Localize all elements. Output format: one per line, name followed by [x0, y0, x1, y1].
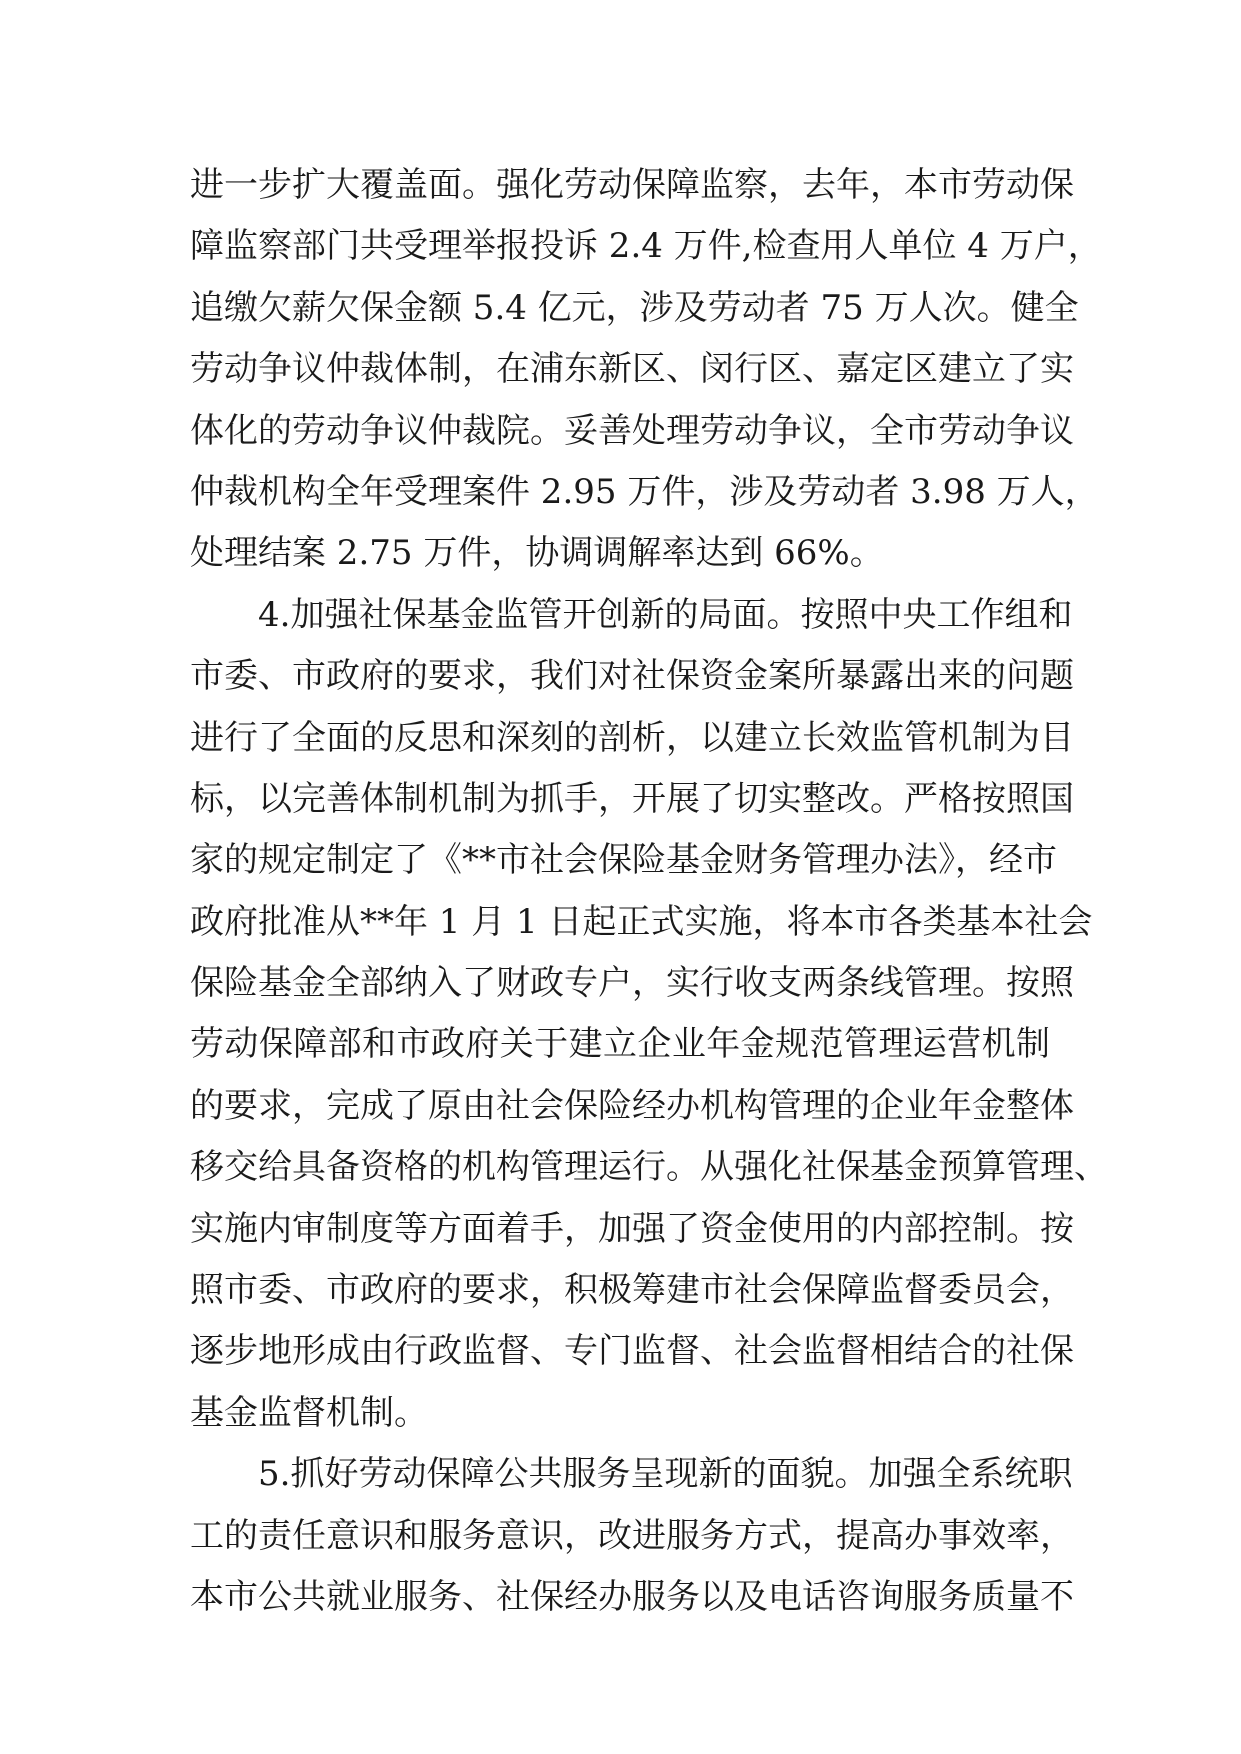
text-line: 追缴欠薪欠保金额 5.4 亿元，涉及劳动者 75 万人次。健全 — [190, 287, 1079, 328]
paragraph-first-line: 5.抓好劳动保障公共服务呈现新的面貌。加强全系统职 — [258, 1454, 1073, 1495]
text-line: 实施内审制度等方面着手，加强了资金使用的内部控制。按 — [190, 1208, 1074, 1249]
text-line: 障监察部门共受理举报投诉 2.4 万件,检查用人单位 4 万户， — [190, 226, 1102, 267]
text-line: 保险基金全部纳入了财政专户，实行收支两条线管理。按照 — [190, 963, 1074, 1004]
text-line: 逐步地形成由行政监督、专门监督、社会监督相结合的社保 — [190, 1331, 1074, 1372]
text-line: 市委、市政府的要求，我们对社保资金案所暴露出来的问题 — [190, 656, 1074, 697]
text-line: 体化的劳动争议仲裁院。妥善处理劳动争议，全市劳动争议 — [190, 410, 1074, 451]
text-line: 移交给具备资格的机构管理运行。从强化社保基金预算管理、 — [190, 1147, 1108, 1188]
text-line: 基金监督机制。 — [190, 1392, 428, 1433]
text-line: 本市公共就业服务、社保经办服务以及电话咨询服务质量不 — [190, 1576, 1074, 1617]
text-line: 照市委、市政府的要求，积极筹建市社会保障监督委员会， — [190, 1270, 1074, 1311]
text-line: 劳动保障部和市政府关于建立企业年金规范管理运营机制 — [190, 1024, 1050, 1065]
text-line: 仲裁机构全年受理案件 2.95 万件，涉及劳动者 3.98 万人， — [190, 471, 1099, 512]
text-line: 进一步扩大覆盖面。强化劳动保障监察，去年，本市劳动保 — [190, 165, 1074, 205]
text-line: 进行了全面的反思和深刻的剖析，以建立长效监管机制为目 — [190, 717, 1074, 758]
text-line: 劳动争议仲裁体制，在浦东新区、闵行区、嘉定区建立了实 — [190, 349, 1074, 390]
paragraph-first-line: 4.加强社保基金监管开创新的局面。按照中央工作组和 — [258, 594, 1073, 635]
text-line: 政府批准从**年 1 月 1 日起正式实施，将本市各类基本社会 — [190, 901, 1093, 942]
text-line: 工的责任意识和服务意识，改进服务方式，提高办事效率， — [190, 1515, 1074, 1556]
text-line: 家的规定制定了《**市社会保险基金财务管理办法》，经市 — [190, 840, 1057, 881]
body-text — [190, 155, 1108, 1628]
text-line: 处理结案 2.75 万件，协调调解率达到 66%。 — [190, 533, 884, 574]
text-line: 的要求，完成了原由社会保险经办机构管理的企业年金整体 — [190, 1085, 1074, 1126]
text-line: 标，以完善体制机制为抓手，开展了切实整改。严格按照国 — [190, 778, 1074, 819]
